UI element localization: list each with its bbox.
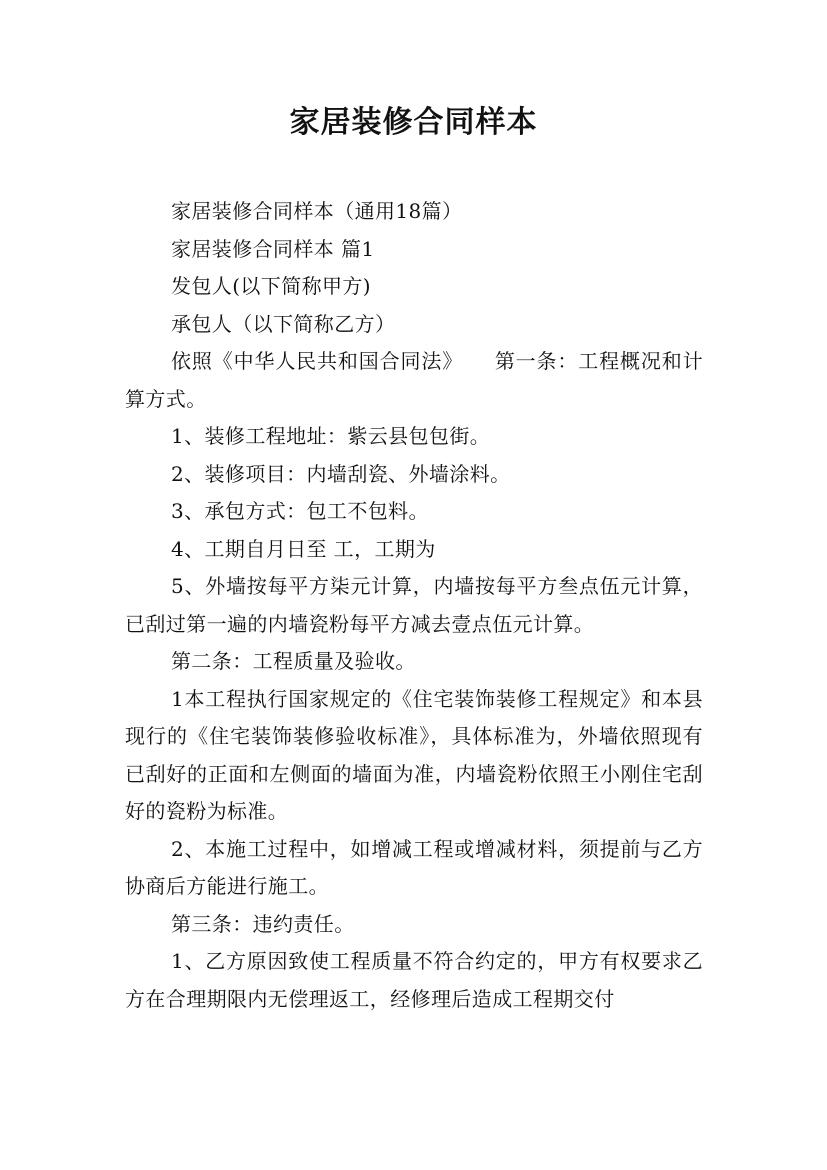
paragraph-5: 依照《中华人民共和国合同法》 第一条：工程概况和计算方式。 xyxy=(125,349,703,411)
paragraph-13: 2、本施工过程中，如增减工程或增减材料，须提前与乙方协商后方能进行施工。 xyxy=(125,836,703,898)
paragraph-2: 家居装修合同样本 篇1 xyxy=(171,236,375,261)
document-body xyxy=(125,193,703,1018)
paragraph-4: 承包人（以下简称乙方） xyxy=(171,311,396,336)
paragraph-15: 1、乙方原因致使工程质量不符合约定的，甲方有权要求乙方在合理期限内无偿理返工，经修理后造成工程期交付 xyxy=(125,949,703,1011)
paragraph-11: 第二条：工程质量及验收。 xyxy=(171,649,416,673)
document-title: 家居装修合同样本 xyxy=(289,105,538,140)
paragraph-14: 第三条：违约责任。 xyxy=(171,911,355,936)
paragraph-7: 2、装修项目：内墙刮瓷、外墙涂料。 xyxy=(171,461,511,486)
paragraph-12: 1本工程执行国家规定的《住宅装饰装修工程规定》和本县现行的《住宅装饰装修验收标准》，具体标准为，外墙依照现有已刮好的正面和左侧面的墙面为准，内墙瓷粉依照王小刚住宅刮好的瓷粉为标准。 xyxy=(125,686,703,823)
paragraph-10: 5、外墙按每平方柒元计算，内墙按每平方叁点伍元计算，已刮过第一遍的内墙瓷粉每平方减去壹点伍元计算。 xyxy=(125,574,703,636)
paragraph-8: 3、承包方式：包工不包料。 xyxy=(171,499,429,523)
paragraph-1: 家居装修合同样本（通用18篇） xyxy=(171,199,463,223)
paragraph-9: 4、工期自月日至 工，工期为 xyxy=(171,536,436,561)
paragraph-3: 发包人(以下简称甲方) xyxy=(171,274,372,298)
paragraph-6: 1、装修工程地址：紫云县包包街。 xyxy=(171,424,491,448)
